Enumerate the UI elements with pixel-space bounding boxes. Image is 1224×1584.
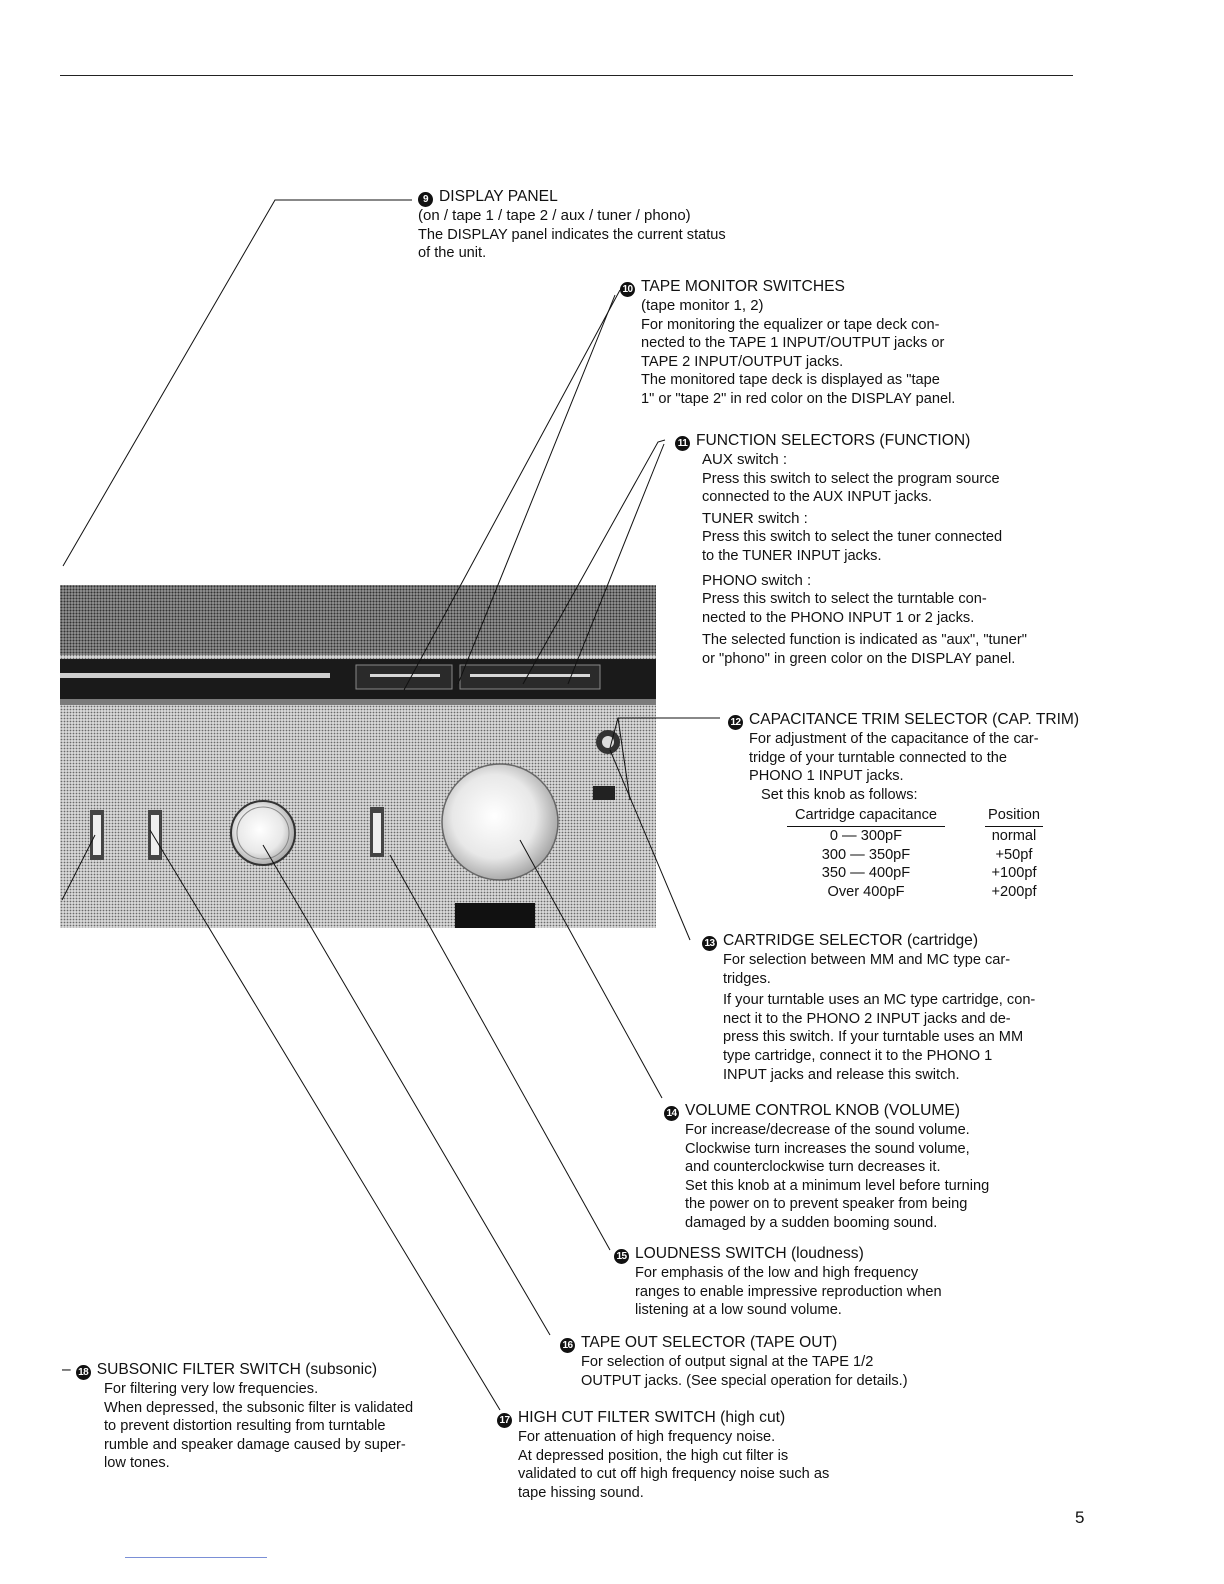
body-line: low tones. [104,1455,170,1472]
section-subtitle: (tape monitor 1, 2) [641,297,764,314]
subsonic-section: – 18 SUBSONIC FILTER SWITCH (subsonic) For filtering very low frequencies. When depressed, the subsonic filter is validated to prevent distortion resulting from turntable rumble and speaker damage caused by super- low tones. [62,1361,414,1472]
body-line: ranges to enable impressive reproduction when [635,1283,942,1300]
table-cell: 350 — 400pF [821,865,911,882]
body-line: Press this switch to select the tuner connected [702,529,1003,546]
aux-switch-label: AUX switch : [702,451,788,468]
table-cell: 0 — 300pF [829,827,903,844]
table-cell: 300 — 350pF [821,846,911,863]
body-line: PHONO 1 INPUT jacks. [749,768,904,785]
table-cell: Over 400pF [827,883,905,900]
body-line: 1" or "tape 2" in red color on the DISPLAY panel. [641,390,956,407]
body-line: the power on to prevent speaker from being [685,1196,968,1213]
body-line: listening at a low sound volume. [635,1302,842,1319]
table-header: Cartridge capacitance [787,806,945,826]
body-line: At depressed position, the high cut filter is [518,1447,789,1464]
body-line: connected to the AUX INPUT jacks. [702,489,933,506]
section-title: TAPE OUT SELECTOR (TAPE OUT) [581,1334,838,1351]
body-line: For adjustment of the capacitance of the car- [749,731,1039,747]
body-line: to the TUNER INPUT jacks. [702,547,882,564]
phono-switch-label: PHONO switch : [702,571,812,589]
body-line: or "phono" in green color on the DISPLAY panel. [702,650,1016,667]
callout-number-icon: 13 [702,936,717,951]
callout-number-icon: 15 [614,1249,629,1264]
body-line: to prevent distortion resulting from turntable [104,1418,386,1435]
table-header: Position [985,806,1043,826]
section-title: DISPLAY PANEL [439,188,558,205]
body-line: validated to cut off high frequency noise such as [518,1466,830,1483]
capacitance-trim-section [728,710,1079,901]
section-title: CAPACITANCE TRIM SELECTOR (CAP. TRIM) [749,711,1080,728]
tape-out-section [560,1333,908,1390]
body-line: For monitoring the equalizer or tape deck con- [641,316,940,333]
table-cell: +100pf [991,865,1037,882]
callout-number-icon: 11 [675,436,690,451]
body-line: For increase/decrease of the sound volume. [685,1122,970,1138]
body-line: For selection of output signal at the TAPE 1/2 [581,1354,874,1370]
table-row [787,883,1043,902]
body-line: tridges. [723,970,771,987]
body-line: OUTPUT jacks. (See special operation for details.) [581,1372,908,1389]
tuner-switch-label: TUNER switch : [702,509,808,527]
body-line: nect it to the PHONO 2 INPUT jacks and de- [723,1010,1011,1027]
body-line: damaged by a sudden booming sound. [685,1214,938,1231]
callout-number-icon: 10 [620,282,635,297]
body-line: The selected function is indicated as "aux", "tuner" [702,632,1027,649]
table-row [787,846,1043,865]
table-cell: +50pf [995,846,1033,863]
display-panel-section [418,187,726,263]
body-line: press this switch. If your turntable uses an MM [723,1029,1024,1046]
high-cut-section [497,1408,829,1502]
body-line: Press this switch to select the turntable con- [702,591,987,608]
body-line: When depressed, the subsonic filter is validated [104,1399,414,1416]
section-title: VOLUME CONTROL KNOB (VOLUME) [685,1102,960,1119]
body-line: For attenuation of high frequency noise. [518,1429,776,1445]
body-line: nected to the PHONO INPUT 1 or 2 jacks. [702,609,975,626]
body-line: For emphasis of the low and high frequency [635,1265,919,1281]
callout-number-icon: 17 [497,1413,512,1428]
body-line: Clockwise turn increases the sound volume, [685,1140,970,1157]
body-line: tridge of your turntable connected to the [749,749,1007,766]
callout-number-icon: 14 [664,1106,679,1121]
loudness-section [614,1244,942,1320]
section-title: LOUDNESS SWITCH (loudness) [635,1245,864,1262]
body-line: The monitored tape deck is displayed as "tape [641,372,940,389]
callout-number-icon: 9 [418,192,433,207]
section-title: FUNCTION SELECTORS (FUNCTION) [696,432,971,449]
body-line: type cartridge, connect it to the PHONO 1 [723,1047,993,1064]
body-line: For filtering very low frequencies. [104,1381,319,1397]
section-title: HIGH CUT FILTER SWITCH (high cut) [518,1409,786,1426]
table-cell: +200pf [991,883,1037,900]
body-line: Set this knob at a minimum level before turning [685,1177,990,1194]
body-line: INPUT jacks and release this switch. [723,1066,960,1083]
callout-number-icon: 12 [728,715,743,730]
callout-number-icon: 16 [560,1338,575,1353]
section-title: CARTRIDGE SELECTOR (cartridge) [723,932,979,949]
table-row [787,826,1043,845]
body-line: The DISPLAY panel indicates the current status [418,226,726,243]
table-row [787,864,1043,883]
body-line: Press this switch to select the program source [702,470,1000,487]
tape-monitor-section [620,277,955,409]
body-line: Set this knob as follows: [761,786,918,803]
section-subtitle: (on / tape 1 / tape 2 / aux / tuner / phono) [418,207,691,224]
section-title: TAPE MONITOR SWITCHES [641,278,845,295]
body-line: If your turntable uses an MC type cartridge, con- [723,992,1036,1009]
bottom-rule [125,1557,267,1558]
volume-section [664,1101,989,1233]
section-title: SUBSONIC FILTER SWITCH (subsonic) [96,1361,378,1378]
body-line: and counterclockwise turn decreases it. [685,1159,941,1176]
function-selectors-section [675,431,1027,669]
body-line: For selection between MM and MC type car- [723,952,1011,968]
body-line: nected to the TAPE 1 INPUT/OUTPUT jacks or [641,335,945,352]
capacitance-table [787,806,1043,901]
body-line: rumble and speaker damage caused by super- [104,1436,406,1453]
table-cell: normal [991,827,1037,844]
body-line: TAPE 2 INPUT/OUTPUT jacks. [641,353,844,370]
callout-number-icon: 18 [76,1365,91,1380]
cartridge-selector-section [702,931,1035,1084]
page-number: 5 [1075,1508,1085,1527]
body-line: tape hissing sound. [518,1484,644,1501]
body-line: of the unit. [418,245,487,262]
